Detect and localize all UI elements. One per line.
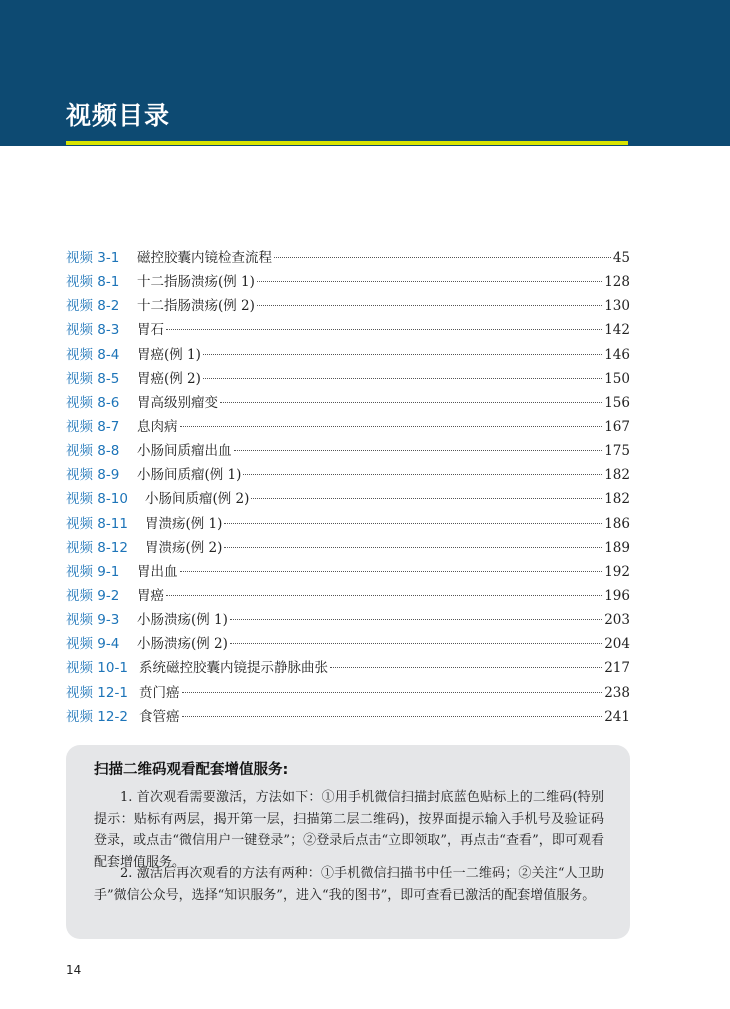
toc-title: 胃癌(例 2) (137, 370, 201, 387)
toc-code: 视频 9-4 (66, 636, 120, 653)
toc-code: 视频 8-6 (66, 394, 120, 411)
toc-code: 视频 9-3 (66, 612, 120, 629)
toc-page: 204 (604, 636, 630, 653)
toc-title: 胃出血 (137, 563, 178, 580)
video-table-of-contents (66, 246, 630, 729)
title-underline (66, 141, 628, 145)
toc-entry[interactable] (66, 487, 630, 511)
toc-code: 视频 12-2 (66, 708, 128, 725)
toc-page: 217 (604, 660, 630, 677)
toc-page: 192 (604, 563, 630, 580)
toc-code: 视频 8-3 (66, 322, 120, 339)
toc-entry[interactable] (66, 367, 630, 391)
toc-title: 息肉病 (137, 418, 178, 435)
toc-entry[interactable] (66, 536, 630, 560)
toc-leader (243, 474, 602, 475)
toc-code: 视频 8-1 (66, 274, 120, 291)
toc-entry[interactable] (66, 632, 630, 656)
toc-code: 视频 9-2 (66, 587, 120, 604)
toc-title: 小肠间质瘤(例 1) (137, 467, 242, 484)
toc-title: 十二指肠溃疡(例 1) (137, 274, 255, 291)
toc-leader (257, 281, 602, 282)
toc-page: 186 (604, 515, 630, 532)
toc-page: 128 (604, 274, 630, 291)
toc-page: 189 (604, 539, 630, 556)
toc-code: 视频 8-9 (66, 467, 120, 484)
toc-title: 胃溃疡(例 2) (145, 539, 223, 556)
toc-leader (180, 426, 603, 427)
toc-page: 241 (604, 708, 630, 725)
toc-title: 胃高级别瘤变 (137, 394, 218, 411)
toc-entry[interactable] (66, 608, 630, 632)
toc-title: 小肠溃疡(例 1) (137, 612, 228, 629)
toc-leader (182, 692, 603, 693)
toc-code: 视频 8-11 (66, 515, 128, 532)
toc-title: 贲门癌 (139, 684, 180, 701)
toc-entry[interactable] (66, 294, 630, 318)
toc-title: 胃癌(例 1) (137, 346, 201, 363)
toc-title: 食管癌 (139, 708, 180, 725)
toc-entry[interactable] (66, 560, 630, 584)
notice-title: 扫描二维码观看配套增值服务: (94, 762, 289, 778)
toc-code: 视频 8-10 (66, 491, 128, 508)
header-banner (0, 0, 730, 146)
toc-page: 238 (604, 684, 630, 701)
toc-page: 146 (604, 346, 630, 363)
toc-page: 203 (604, 612, 630, 629)
qr-code-notice-box (66, 745, 630, 939)
toc-page: 130 (604, 298, 630, 315)
toc-title: 十二指肠溃疡(例 2) (137, 298, 255, 315)
toc-page: 167 (604, 418, 630, 435)
toc-page: 175 (604, 443, 630, 460)
toc-leader (251, 498, 602, 499)
toc-title: 小肠溃疡(例 2) (137, 636, 228, 653)
toc-title: 小肠间质瘤(例 2) (145, 491, 250, 508)
toc-title: 胃溃疡(例 1) (145, 515, 223, 532)
toc-page: 45 (612, 250, 630, 266)
toc-page: 150 (604, 370, 630, 387)
toc-entry[interactable] (66, 270, 630, 294)
toc-title: 系统磁控胶囊内镜提示静脉曲张 (139, 660, 328, 677)
toc-code: 视频 8-5 (66, 370, 120, 387)
toc-entry[interactable] (66, 681, 630, 705)
toc-code: 视频 8-4 (66, 346, 120, 363)
toc-title: 胃石 (137, 322, 164, 339)
toc-leader (224, 547, 602, 548)
toc-code: 视频 9-1 (66, 563, 120, 580)
toc-leader (166, 329, 602, 330)
toc-leader (203, 354, 602, 355)
toc-leader (203, 378, 602, 379)
toc-entry[interactable] (66, 656, 630, 680)
toc-leader (230, 619, 602, 620)
toc-entry[interactable] (66, 439, 630, 463)
toc-leader (230, 643, 602, 644)
toc-leader (330, 667, 602, 668)
notice-paragraph-1: 1. 首次观看需要激活，方法如下：①用手机微信扫描封底蓝色贴标上的二维码(特别提示：贴标有两层，揭开第一层，扫描第二层二维码)，按界面提示输入手机号及验证码登录，或点击“微信用户一键登录”；②登录后点击“立即领取”，再点击“查看”，即可观看配套增值服务。 (94, 790, 604, 870)
toc-leader (220, 402, 602, 403)
toc-entry[interactable] (66, 705, 630, 729)
notice-paragraph-2: 2. 激活后再次观看的方法有两种：①手机微信扫描书中任一二维码；②关注“人卫助手”微信公众号，选择“知识服务”，进入“我的图书”，即可查看已激活的配套增值服务。 (94, 866, 604, 903)
toc-leader (182, 716, 603, 717)
toc-code: 视频 8-8 (66, 443, 120, 460)
toc-page: 182 (604, 491, 630, 508)
toc-leader (257, 305, 602, 306)
toc-leader (166, 595, 602, 596)
page-title: 视频目录 (66, 101, 171, 130)
page-number: 14 (66, 963, 82, 977)
toc-page: 142 (604, 322, 630, 339)
toc-entry[interactable] (66, 318, 630, 342)
toc-title: 磁控胶囊内镜检查流程 (137, 250, 272, 266)
toc-entry[interactable] (66, 463, 630, 487)
toc-code: 视频 3-1 (66, 250, 120, 266)
toc-entry[interactable] (66, 512, 630, 536)
toc-code: 视频 8-2 (66, 298, 120, 315)
toc-title: 胃癌 (137, 587, 164, 604)
toc-code: 视频 12-1 (66, 684, 128, 701)
toc-leader (180, 571, 603, 572)
toc-entry[interactable] (66, 415, 630, 439)
toc-code: 视频 10-1 (66, 660, 128, 677)
toc-leader (224, 523, 602, 524)
toc-entry[interactable] (66, 391, 630, 415)
toc-leader (234, 450, 603, 451)
toc-page: 196 (604, 587, 630, 604)
toc-entry[interactable] (66, 343, 630, 367)
toc-leader (274, 257, 611, 258)
toc-entry[interactable] (66, 584, 630, 608)
toc-title: 小肠间质瘤出血 (137, 443, 232, 460)
toc-page: 156 (604, 394, 630, 411)
toc-code: 视频 8-12 (66, 539, 128, 556)
toc-entry[interactable] (66, 246, 630, 270)
toc-code: 视频 8-7 (66, 418, 120, 435)
toc-page: 182 (604, 467, 630, 484)
